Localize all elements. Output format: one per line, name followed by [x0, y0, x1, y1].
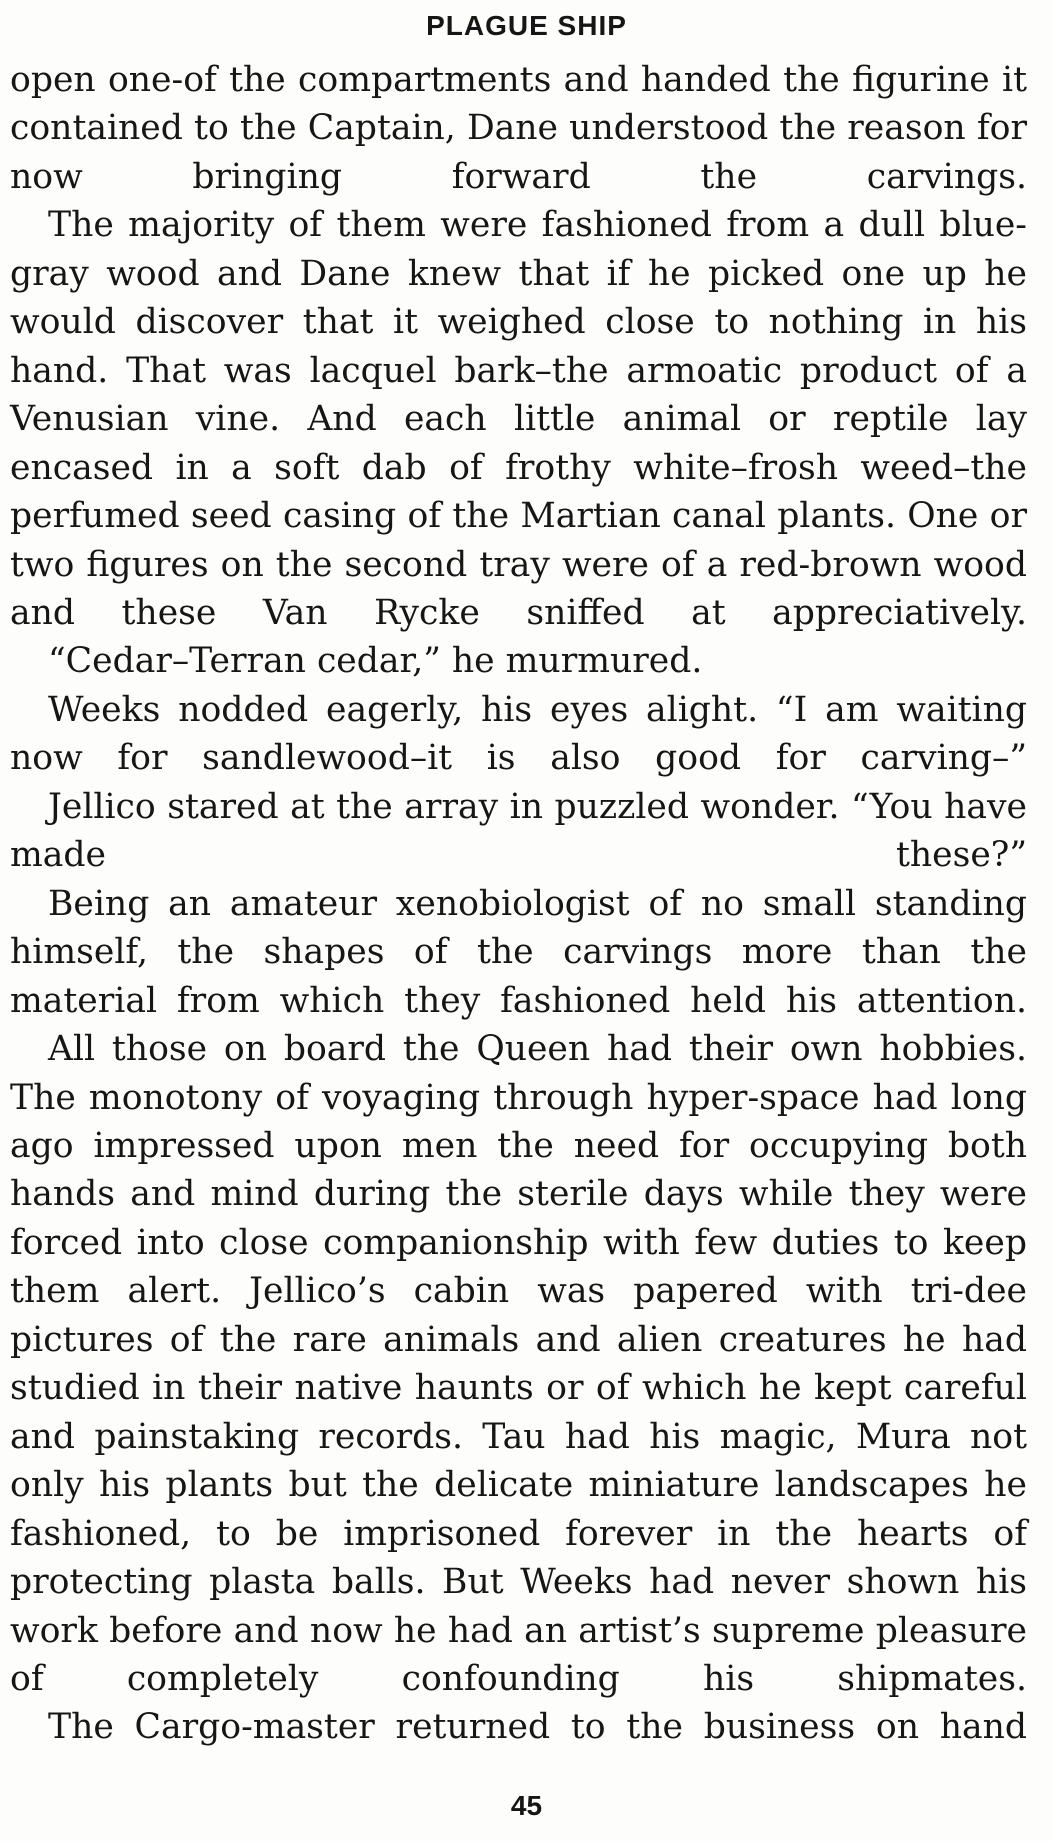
- paragraph-jellico-question: Jellico stared at the array in puzzled wonder. “You have made these?”: [10, 786, 1027, 876]
- running-head: PLAGUE SHIP: [426, 10, 627, 41]
- body-text: [10, 56, 1027, 1752]
- paragraph-cedar-quote: “Cedar–Terran cedar,” he murmured.: [48, 641, 703, 682]
- paragraph-carvings-material: The majority of them were fashioned from a dull blue-gray wood and Dane knew that if he picked one up he would discover that it weighed close to nothing in his hand. That was lacquel bark–the armoatic product of a Venusian vine. And each little animal or reptile lay encased in a soft dab of frothy white–frosh weed–the perfumed seed casing of the Martian canal plants. One or two figures on the second tray were of a red-brown wood and these Van Rycke sniffed at appreciatively.: [10, 205, 1027, 633]
- paragraph-weeks-reply: Weeks nodded eagerly, his eyes alight. “I am waiting now for sandlewood–it is also good for carving–”: [10, 689, 1027, 779]
- paragraph-hobbies: All those on board the Queen had their own hobbies. The monotony of voyaging through hyper-space had long ago impressed upon men the need for occupying both hands and mind during the sterile days while they were forced into close companionship with few duties to keep them alert. Jellico’s cabin was papered with tri-dee pictures of the rare animals and alien creatures he had studied in their native haunts or of which he kept careful and painstaking records. Tau had his magic, Mura not only his plants but the delicate miniature landscapes he fashioned, to be imprisoned forever in the hearts of protecting plasta balls. But Weeks had never shown his work before and now he had an artist’s supreme pleasure of completely confounding his shipmates.: [10, 1029, 1027, 1699]
- page-number: 45: [510, 1790, 543, 1821]
- paragraph-continued: open one-of the compartments and handed the figurine it contained to the Captain, Dane understood the reason for now bringing forward the carvings.: [10, 60, 1027, 197]
- paragraph-cargo-master: The Cargo-master returned to the business on hand: [48, 1707, 1027, 1748]
- paragraph-xenobiologist: Being an amateur xenobiologist of no small standing himself, the shapes of the carvings more than the material from which they fashioned held his attention.: [10, 883, 1027, 1021]
